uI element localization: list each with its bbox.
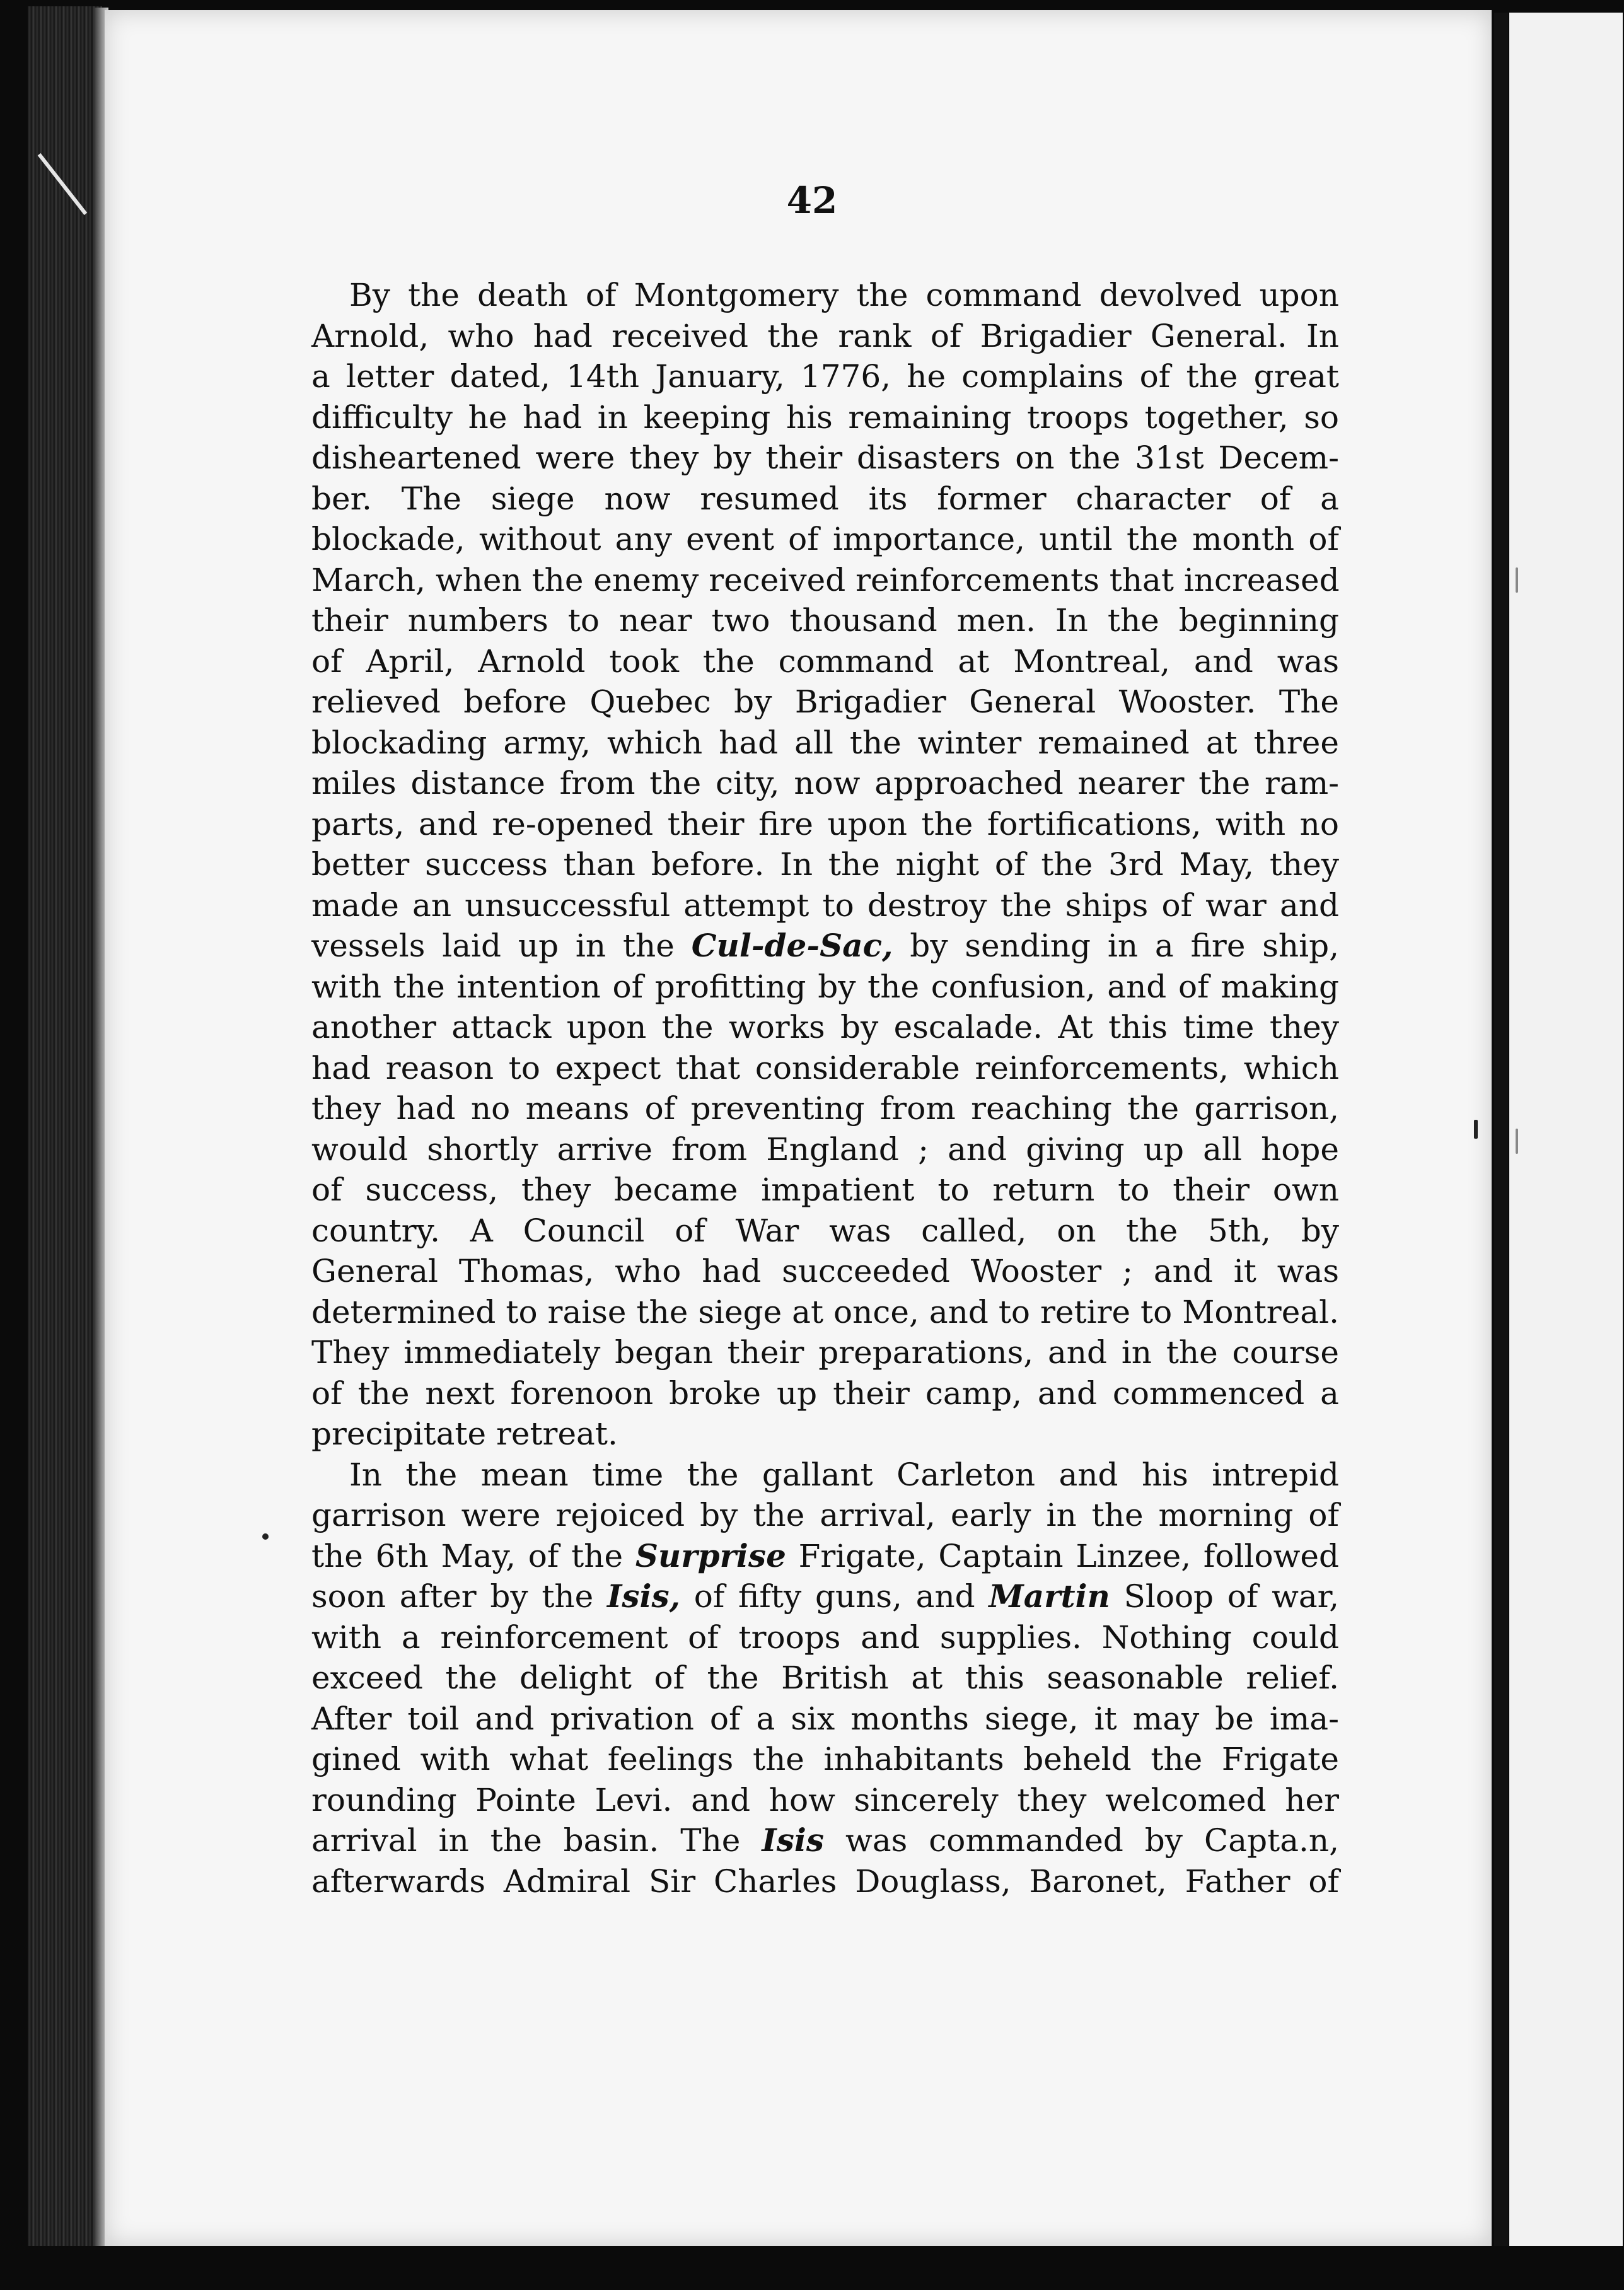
text-line: blockade, without any event of importance, until the month of <box>311 521 1339 557</box>
text-line: gined with what feelings the inhabitants beheld the Frigate <box>311 1741 1339 1777</box>
text-line: By the death of Montgomery the command devolved upon <box>349 277 1339 313</box>
text-line: blockading army, which had all the winter remained at three <box>311 724 1339 761</box>
text-line: with a reinforcement of troops and supplies. Nothing could <box>311 1619 1339 1656</box>
scan-speck <box>262 1533 269 1540</box>
text-line: General Thomas, who had succeeded Wooster ; and it was <box>311 1253 1339 1289</box>
text-line: ber. The siege now resumed its former character of a <box>311 480 1339 517</box>
text-fragment: soon after by the <box>311 1578 607 1615</box>
scan-speck <box>1474 1120 1478 1139</box>
text-line-with-place-name <box>311 926 1339 967</box>
text-line: Arnold, who had received the rank of Brigadier General. In <box>311 317 1339 354</box>
ship-name-italic: Isis, <box>606 1578 681 1615</box>
ship-name-italic: Surprise <box>635 1537 786 1574</box>
text-line: country. A Council of War was called, on the 5th, by <box>311 1212 1339 1249</box>
text-line: with the intention of profitting by the confusion, and of making <box>311 968 1339 1005</box>
text-line-with-ship-name <box>311 1576 1339 1617</box>
text-line-with-ship-name <box>311 1820 1339 1861</box>
text-line-with-ship-name <box>311 1536 1339 1577</box>
page-body-text <box>311 275 1339 1902</box>
scan-bottom-border <box>0 2246 1624 2290</box>
text-fragment: arrival in the basin. The <box>311 1822 762 1859</box>
text-line: exceed the delight of the British at this seasonable relief. <box>311 1659 1339 1696</box>
text-line: miles distance from the city, now approached nearer the ram- <box>311 765 1339 801</box>
text-fragment: by sending in a fire ship, <box>893 927 1340 964</box>
text-line: another attack upon the works by escalade. At this time they <box>311 1009 1339 1045</box>
text-line: disheartened were they by their disasters on the 31st Decem- <box>311 439 1339 476</box>
facing-page-edge <box>1509 13 1623 2246</box>
text-fragment: Frigate, Captain Linzee, followed <box>786 1537 1339 1574</box>
text-line: better success than before. In the night of the 3rd May, they <box>311 846 1339 883</box>
text-line: precipitate retreat. <box>311 1415 618 1452</box>
text-fragment: vessels laid up in the <box>311 927 692 964</box>
text-line: difficulty he had in keeping his remaining troops together, so <box>311 398 1339 436</box>
text-line: they had no means of preventing from reaching the garrison, <box>311 1090 1339 1127</box>
ship-name-italic: Martin <box>989 1578 1110 1615</box>
scan-speck <box>1516 567 1518 593</box>
text-line: of success, they became impatient to return to their own <box>311 1171 1339 1208</box>
text-line: would shortly arrive from England ; and giving up all hope <box>311 1130 1339 1168</box>
text-line: rounding Pointe Levi. and how sincerely they welcomed her <box>311 1781 1339 1818</box>
page-number: 42 <box>786 179 838 222</box>
text-fragment: Sloop of war, <box>1110 1578 1339 1615</box>
ship-name-italic: Isis <box>762 1822 825 1859</box>
page-gutter <box>1494 13 1508 2246</box>
text-line: determined to raise the siege at once, and to retire to Montreal. <box>311 1293 1339 1330</box>
scan-speck <box>1516 1129 1518 1154</box>
text-fragment: the 6th May, of the <box>311 1537 635 1574</box>
text-line: a letter dated, 14th January, 1776, he complains of the great <box>311 358 1339 395</box>
book-spine <box>28 6 102 2282</box>
text-line: relieved before Quebec by Brigadier General Wooster. The <box>311 683 1339 720</box>
place-name-italic: Cul-de-Sac, <box>691 927 893 964</box>
text-line: made an unsuccessful attempt to destroy the ships of war and <box>311 886 1339 924</box>
text-line: had reason to expect that considerable reinforcements, which <box>311 1049 1339 1086</box>
text-fragment: of fifty guns, and <box>680 1578 989 1615</box>
text-line: March, when the enemy received reinforcements that increased <box>311 561 1340 598</box>
text-line: of April, Arnold took the command at Montreal, and was <box>311 642 1339 680</box>
text-line: In the mean time the gallant Carleton and his intrepid <box>349 1456 1339 1493</box>
text-line: After toil and privation of a six months siege, it may be ima- <box>311 1700 1339 1737</box>
text-line: They immediately began their preparations, and in the course <box>311 1334 1339 1371</box>
text-line: of the next forenoon broke up their camp, and commenced a <box>311 1375 1339 1412</box>
text-line: garrison were rejoiced by the arrival, early in the morning of <box>311 1497 1339 1533</box>
text-line: afterwards Admiral Sir Charles Douglass, Baronet, Father of <box>311 1863 1339 1900</box>
text-line: parts, and re-opened their fire upon the fortifications, with no <box>311 805 1339 842</box>
text-fragment: was commanded by Capta.n, <box>824 1822 1340 1859</box>
text-line: their numbers to near two thousand men. In the beginning <box>311 602 1339 639</box>
